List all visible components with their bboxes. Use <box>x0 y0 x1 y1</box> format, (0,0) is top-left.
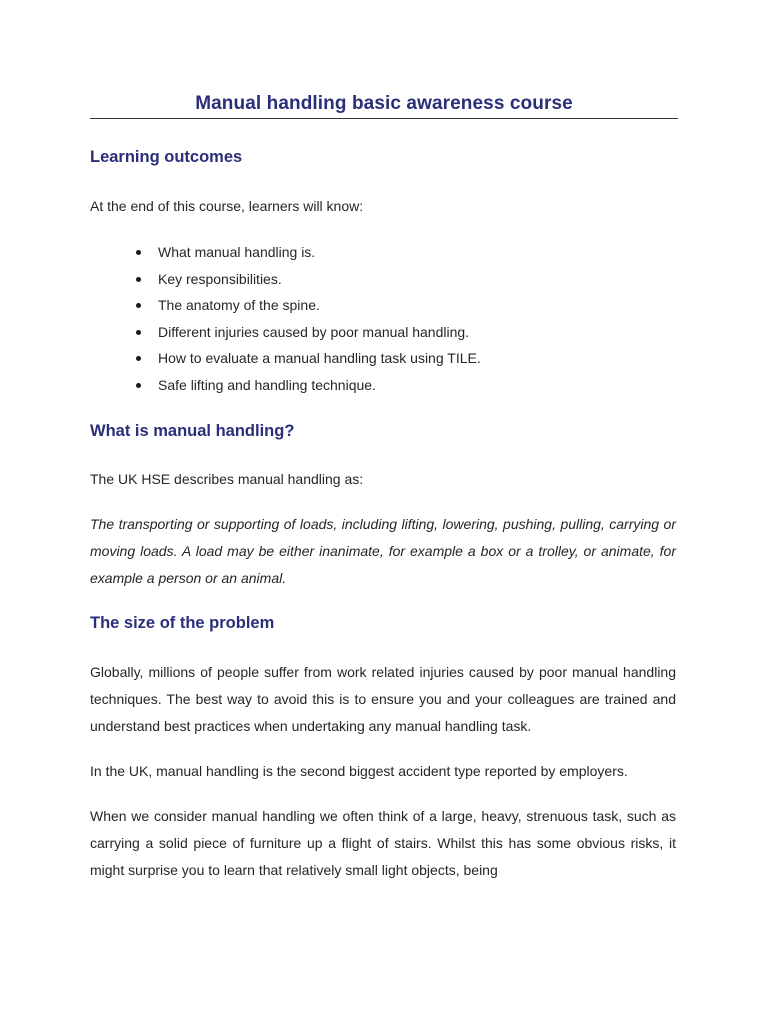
bullet-icon <box>136 330 141 335</box>
list-item-text: Key responsibilities. <box>158 270 282 287</box>
heading-learning-outcomes: Learning outcomes <box>90 148 243 166</box>
list-item-text: Different injuries caused by poor manual handling. <box>158 323 470 340</box>
list-item-text: What manual handling is. <box>158 244 316 260</box>
list-item-text: Safe lifting and handling technique. <box>158 376 376 393</box>
bullet-icon <box>136 383 141 388</box>
list-item <box>90 239 678 266</box>
bullet-icon <box>136 303 141 308</box>
list-item <box>90 319 678 346</box>
learning-outcomes-intro: At the end of this course, learners will know: <box>90 198 364 214</box>
list-item-text: The anatomy of the spine. <box>158 297 320 314</box>
list-item <box>90 372 678 399</box>
hse-definition-quote: The transporting or supporting of loads, including lifting, lowering, pushing, pulling, carrying or moving loads. A load may be either inanimate, for example a box or a trolley, or animate, for example a person or an animal. <box>90 516 676 586</box>
heading-what-is-manual-handling: What is manual handling? <box>90 422 295 440</box>
bullet-icon <box>136 277 141 282</box>
heading-size-of-problem: The size of the problem <box>90 614 275 632</box>
list-item <box>90 345 678 372</box>
size-of-problem-paragraph-1: Globally, millions of people suffer from work related injuries caused by poor manual handling techniques. The best way to avoid this is to ensure you and your colleagues are trained and understand best practices when undertaking any manual handling task. <box>90 664 676 734</box>
what-is-intro: The UK HSE describes manual handling as: <box>90 471 364 487</box>
size-of-problem-paragraph-2: In the UK, manual handling is the second biggest accident type reported by employers. <box>90 763 628 779</box>
document-title: Manual handling basic awareness course <box>195 93 573 114</box>
list-item <box>90 266 678 293</box>
title-divider <box>90 118 678 119</box>
learning-outcomes-list <box>90 239 678 399</box>
list-item <box>90 292 678 319</box>
bullet-icon <box>136 250 141 255</box>
size-of-problem-paragraph-3: When we consider manual handling we often think of a large, heavy, strenuous task, such as carrying a solid piece of furniture up a flight of stairs. Whilst this has some obvious risks, it might surprise you to learn that relatively small light objects, being <box>90 808 676 878</box>
list-item-text: How to evaluate a manual handling task using TILE. <box>158 350 481 367</box>
bullet-icon <box>136 356 141 361</box>
